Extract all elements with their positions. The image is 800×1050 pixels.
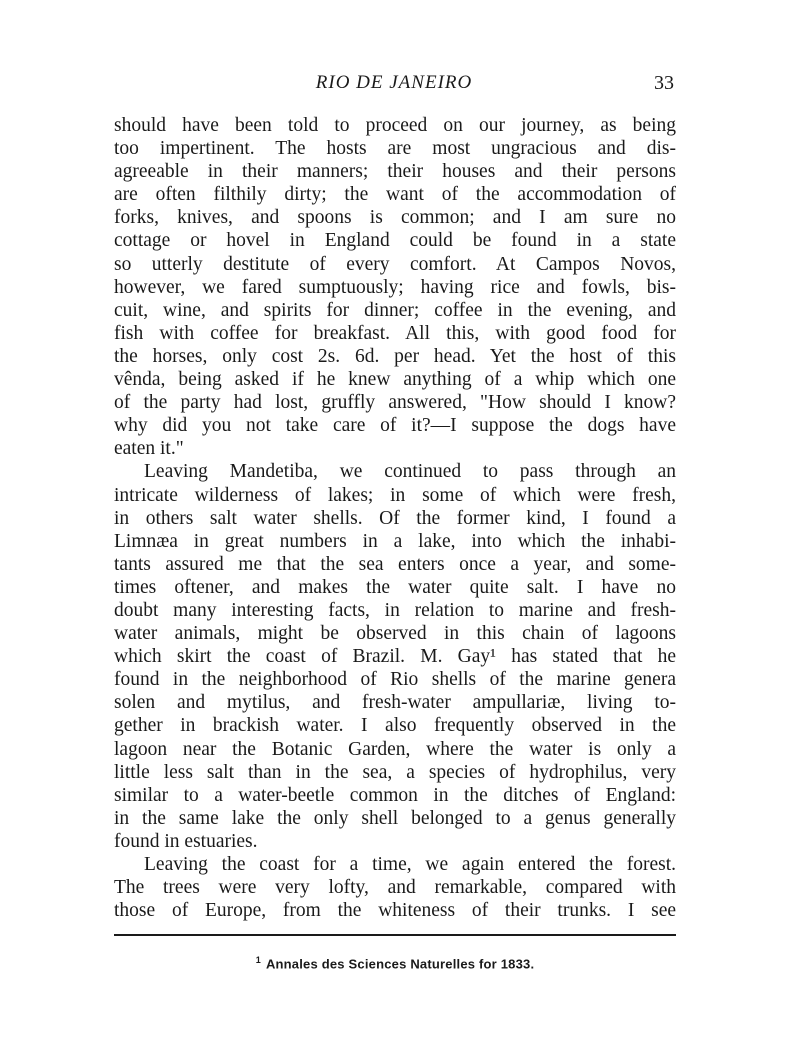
text-line: agreeable in their manners; their houses and their persons [114, 161, 676, 183]
text-line: however, we fared sumptuously; having rice and fowls, bis- [114, 276, 676, 298]
text-line: doubt many interesting facts, in relation to marine and fresh- [114, 599, 676, 621]
text-line: eaten it." [114, 438, 184, 460]
text-line: found in estuaries. [114, 830, 258, 852]
text-line: the horses, only cost 2s. 6d. per head. Yet the host of this [114, 345, 676, 367]
text-line: Limnæa in great numbers in a lake, into which the inhabi- [114, 530, 676, 552]
text-line: in others salt water shells. Of the former kind, I found a [114, 507, 676, 529]
text-line: intricate wilderness of lakes; in some of which were fresh, [114, 484, 676, 506]
text-line: vênda, being asked if he knew anything of a whip which one [114, 369, 676, 391]
text-line: Leaving Mandetiba, we continued to pass through an [144, 461, 676, 483]
text-line: times oftener, and makes the water quite salt. I have no [114, 576, 676, 598]
text-line: in the same lake the only shell belonged to a genus generally [114, 807, 676, 829]
text-line: similar to a water-beetle common in the ditches of England: [114, 784, 676, 806]
running-head: RIO DE JANEIRO [315, 72, 473, 93]
text-line: little less salt than in the sea, a species of hydrophilus, very [114, 761, 676, 783]
paragraph-2 [114, 460, 676, 853]
text-line: solen and mytilus, and fresh-water ampullariæ, living to- [114, 692, 676, 714]
footnote-rule [114, 934, 676, 936]
text-line: fish with coffee for breakfast. All this, with good food for [114, 322, 676, 344]
text-line: cuit, wine, and spirits for dinner; coffee in the evening, and [114, 299, 676, 321]
text-line: The trees were very lofty, and remarkable, compared with [114, 877, 676, 899]
text-line: Leaving the coast for a time, we again entered the forest. [144, 854, 676, 875]
footnote-marker: 1 [255, 955, 261, 965]
text-line: are often filthily dirty; the want of the accommodation of [114, 184, 676, 206]
text-line: lagoon near the Botanic Garden, where the water is only a [114, 738, 676, 760]
footnote-text: Annales des Sciences Naturelles for 1833. [265, 956, 535, 972]
text-line: those of Europe, from the whiteness of their trunks. I see [114, 900, 676, 922]
text-line: should have been told to proceed on our journey, as being [114, 115, 676, 136]
text-line: why did you not take care of it?—I suppose the dogs have [114, 415, 676, 437]
text-line: water animals, might be observed in this chain of lagoons [114, 623, 676, 645]
text-line: which skirt the coast of Brazil. M. Gay¹ has stated that he [114, 646, 676, 668]
text-line: tants assured me that the sea enters once a year, and some- [114, 553, 676, 575]
page-number: 33 [654, 72, 674, 94]
text-line: gether in brackish water. I also frequently observed in the [114, 715, 676, 737]
text-line: found in the neighborhood of Rio shells of the marine genera [114, 669, 676, 691]
footnote [114, 955, 676, 971]
text-line: cottage or hovel in England could be found in a state [114, 230, 676, 252]
text-line: too impertinent. The hosts are most ungracious and dis- [114, 138, 676, 160]
paragraph-1 [114, 114, 676, 460]
text-line: so utterly destitute of every comfort. At Campos Novos, [114, 253, 676, 275]
body-text [114, 114, 676, 922]
page-header [114, 72, 674, 102]
text-line: forks, knives, and spoons is common; and I am sure no [114, 207, 676, 229]
paragraph-3 [114, 853, 676, 922]
text-line: of the party had lost, gruffly answered, "How should I know? [114, 392, 676, 414]
